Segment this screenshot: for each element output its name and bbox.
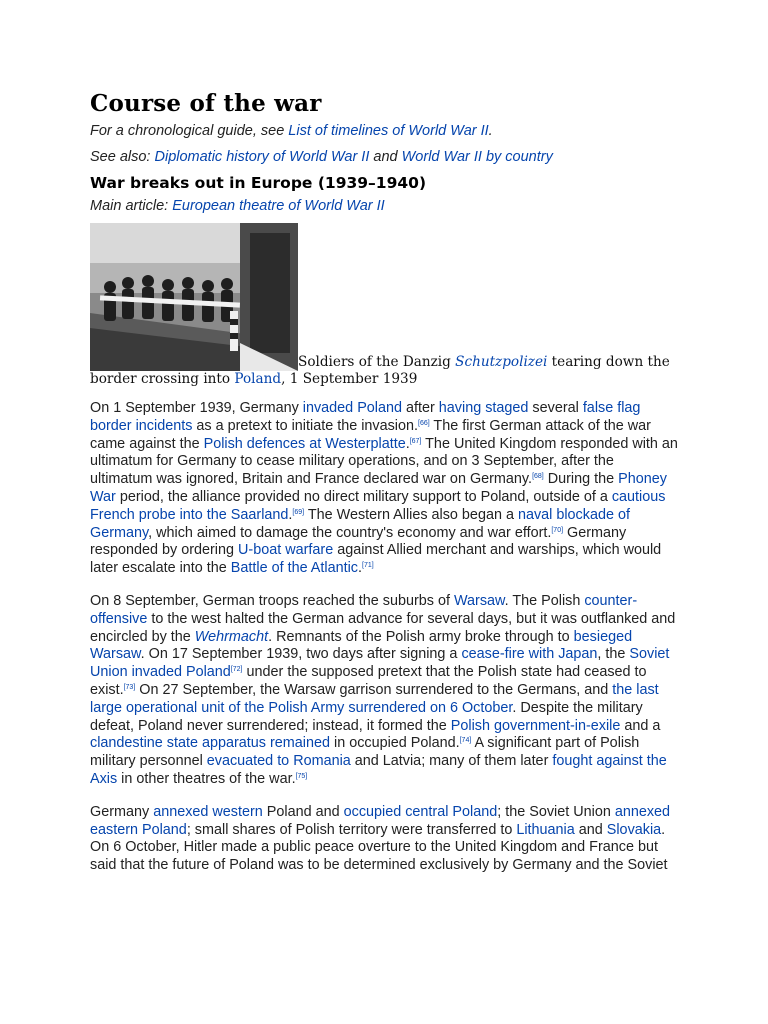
link-diplomatic-history[interactable]: Diplomatic history of World War II: [154, 149, 370, 165]
paragraph-text: to the west halted the German advance for several days, but it was outflanked and encircled by the: [90, 610, 676, 645]
link-westerplatte[interactable]: Polish defences at Westerplatte: [203, 435, 406, 452]
citation: [124, 684, 136, 691]
link-wwii-by-country[interactable]: World War II by country: [401, 149, 553, 165]
caption-text: Soldiers of the Danzig: [298, 354, 456, 370]
soldiers-photo[interactable]: [90, 223, 298, 371]
citation: [231, 666, 243, 673]
figure: [90, 223, 680, 388]
link-occupied-central-poland[interactable]: occupied central Poland: [343, 803, 498, 820]
link-european-theatre[interactable]: European theatre of World War II: [172, 198, 385, 214]
link-naval-blockade[interactable]: naval blockade of Germany: [90, 506, 630, 541]
paragraph-text: . The Polish: [504, 592, 585, 609]
link-slovakia[interactable]: Slovakia: [606, 821, 662, 838]
paragraph-text: , which aimed to damage the country's economy and war effort.: [148, 524, 552, 541]
link-u-boat-warfare[interactable]: U-boat warfare: [238, 542, 334, 559]
citation-link[interactable]: [74]: [459, 737, 472, 745]
link-schutzpolizei[interactable]: Schutzpolizei: [455, 354, 548, 370]
link-poland[interactable]: Poland: [234, 371, 282, 387]
section-heading: War breaks out in Europe (1939–1940): [90, 174, 427, 192]
paragraph-text: , the: [597, 646, 630, 663]
hatnote-timelines: [90, 122, 680, 140]
link-invaded-poland[interactable]: invaded Poland: [302, 400, 402, 416]
link-phoney-war[interactable]: Phoney War: [90, 471, 667, 505]
paragraph-1: [90, 400, 680, 578]
citation: [362, 562, 374, 569]
link-evacuated-romania[interactable]: evacuated to Romania: [206, 753, 351, 770]
paragraph-text: Germany responded by ordering: [90, 524, 627, 559]
link-polish-army-surrender[interactable]: the last large operational unit of the Polish Army surrendered on 6 October: [90, 681, 659, 716]
link-besieged-warsaw[interactable]: besieged Warsaw: [90, 628, 633, 663]
link-wehrmacht[interactable]: Wehrmacht: [194, 628, 269, 645]
paragraph-3: [90, 804, 680, 875]
link-lithuania[interactable]: Lithuania: [516, 821, 575, 838]
citation: [418, 420, 430, 427]
link-saarland[interactable]: cautious French probe into the Saarland: [90, 488, 666, 523]
paragraph-text: A significant part of Polish military personnel: [90, 735, 640, 770]
caption-text: , 1 September 1939: [281, 371, 418, 387]
paragraph-text: several: [528, 400, 583, 416]
paragraph-text: in occupied Poland.: [330, 735, 460, 752]
page-title: Course of the war: [90, 90, 322, 117]
citation: [296, 773, 308, 780]
paragraph-text: and: [574, 821, 607, 838]
link-fought-against-axis[interactable]: fought against the Axis: [90, 753, 667, 787]
hatnote-main-article: [90, 197, 680, 215]
paragraph-text: On 27 September, the Warsaw garrison surrendered to the Germans, and: [135, 681, 613, 698]
paragraph-text: . Remnants of the Polish army broke through to: [268, 628, 574, 645]
link-false-flag[interactable]: false flag border incidents: [90, 400, 641, 434]
article-content: [90, 90, 680, 890]
link-warsaw[interactable]: Warsaw: [453, 592, 505, 609]
paragraph-text: and Latvia; many of them later: [350, 753, 553, 770]
link-having-staged[interactable]: having staged: [438, 400, 529, 416]
citation-link[interactable]: [75]: [295, 772, 308, 780]
paragraph-text: . On 6 October, Hitler made a public peace overture to the United Kingdom and France but said that the future of Poland was to be determined exclusively by Germany and the Soviet: [90, 821, 668, 874]
paragraph-text: On 1 September 1939, Germany: [90, 400, 303, 416]
paragraph-2: [90, 593, 680, 789]
hatnote-text: .: [488, 123, 493, 139]
paragraph-text: .: [405, 435, 410, 452]
citation-link[interactable]: [68]: [532, 473, 544, 481]
link-cease-fire-japan[interactable]: cease-fire with Japan: [461, 646, 598, 663]
link-annexed-western[interactable]: annexed western: [153, 803, 263, 820]
link-counter-offensive[interactable]: counter-offensive: [90, 592, 638, 627]
hatnote-text: For a chronological guide, see: [90, 123, 289, 139]
citation-link[interactable]: [67]: [409, 437, 422, 445]
paragraph-text: as a pretext to initiate the invasion.: [192, 417, 418, 434]
paragraph-text: . Despite the military defeat, Poland never surrendered; instead, it formed the: [90, 699, 643, 734]
citation: [460, 737, 472, 744]
paragraph-text: period, the alliance provided no direct military support to Poland, outside of a: [115, 488, 612, 505]
paragraph-text: On 8 September, German troops reached the suburbs of: [90, 592, 454, 609]
citation: [532, 473, 544, 480]
paragraph-text: The United Kingdom responded with an ultimatum for Germany to cease military operations, and on 3 September, after the ultimatum was ignored, Britain and France declared war on Germany.: [90, 435, 678, 488]
link-government-in-exile[interactable]: Polish government-in-exile: [450, 717, 621, 734]
paragraph-text: in other theatres of the war.: [117, 770, 296, 787]
citation-link[interactable]: [69]: [292, 508, 305, 516]
citation-link[interactable]: [71]: [362, 562, 374, 570]
paragraph-text: against Allied merchant and warships, which would later escalate into the: [90, 542, 662, 577]
citation: [551, 527, 563, 534]
link-soviet-invasion[interactable]: Soviet Union invaded Poland: [90, 646, 670, 681]
citation-link[interactable]: [66]: [418, 419, 430, 427]
citation: [292, 509, 304, 516]
paragraph-text: The first German attack of the war came against the: [90, 417, 651, 452]
citation: [410, 438, 422, 445]
paragraph-text: and a: [620, 717, 661, 734]
paragraph-text: ; small shares of Polish territory were transferred to: [186, 821, 517, 838]
paragraph-text: The Western Allies also began a: [304, 506, 518, 523]
paragraph-text: .: [288, 506, 293, 523]
citation-link[interactable]: [73]: [123, 683, 136, 691]
paragraph-text: ; the Soviet Union: [497, 803, 615, 820]
paragraph-text: after: [402, 400, 439, 416]
hatnote-text: See also:: [90, 149, 155, 165]
link-clandestine-state[interactable]: clandestine state apparatus remained: [90, 735, 330, 752]
citation-link[interactable]: [70]: [551, 526, 564, 534]
link-list-of-timelines[interactable]: List of timelines of World War II: [288, 123, 489, 139]
hatnote-text: Main article:: [90, 198, 173, 214]
paragraph-text: During the: [543, 471, 619, 488]
paragraph-text: . On 17 September 1939, two days after signing a: [140, 646, 462, 663]
paragraph-text: Germany: [90, 803, 154, 820]
link-battle-of-the-atlantic[interactable]: Battle of the Atlantic: [230, 560, 358, 577]
hatnote-text: and: [369, 149, 402, 165]
paragraph-text: under the supposed pretext that the Polish state had ceased to exist.: [90, 664, 647, 698]
caption-text: tearing down the border crossing into: [90, 354, 670, 387]
link-annexed-eastern-poland[interactable]: annexed eastern Poland: [90, 803, 671, 838]
paragraph-text: Poland and: [262, 803, 344, 820]
hatnote-see-also: [90, 148, 680, 166]
citation-link[interactable]: [72]: [230, 666, 243, 674]
paragraph-text: .: [358, 560, 362, 577]
